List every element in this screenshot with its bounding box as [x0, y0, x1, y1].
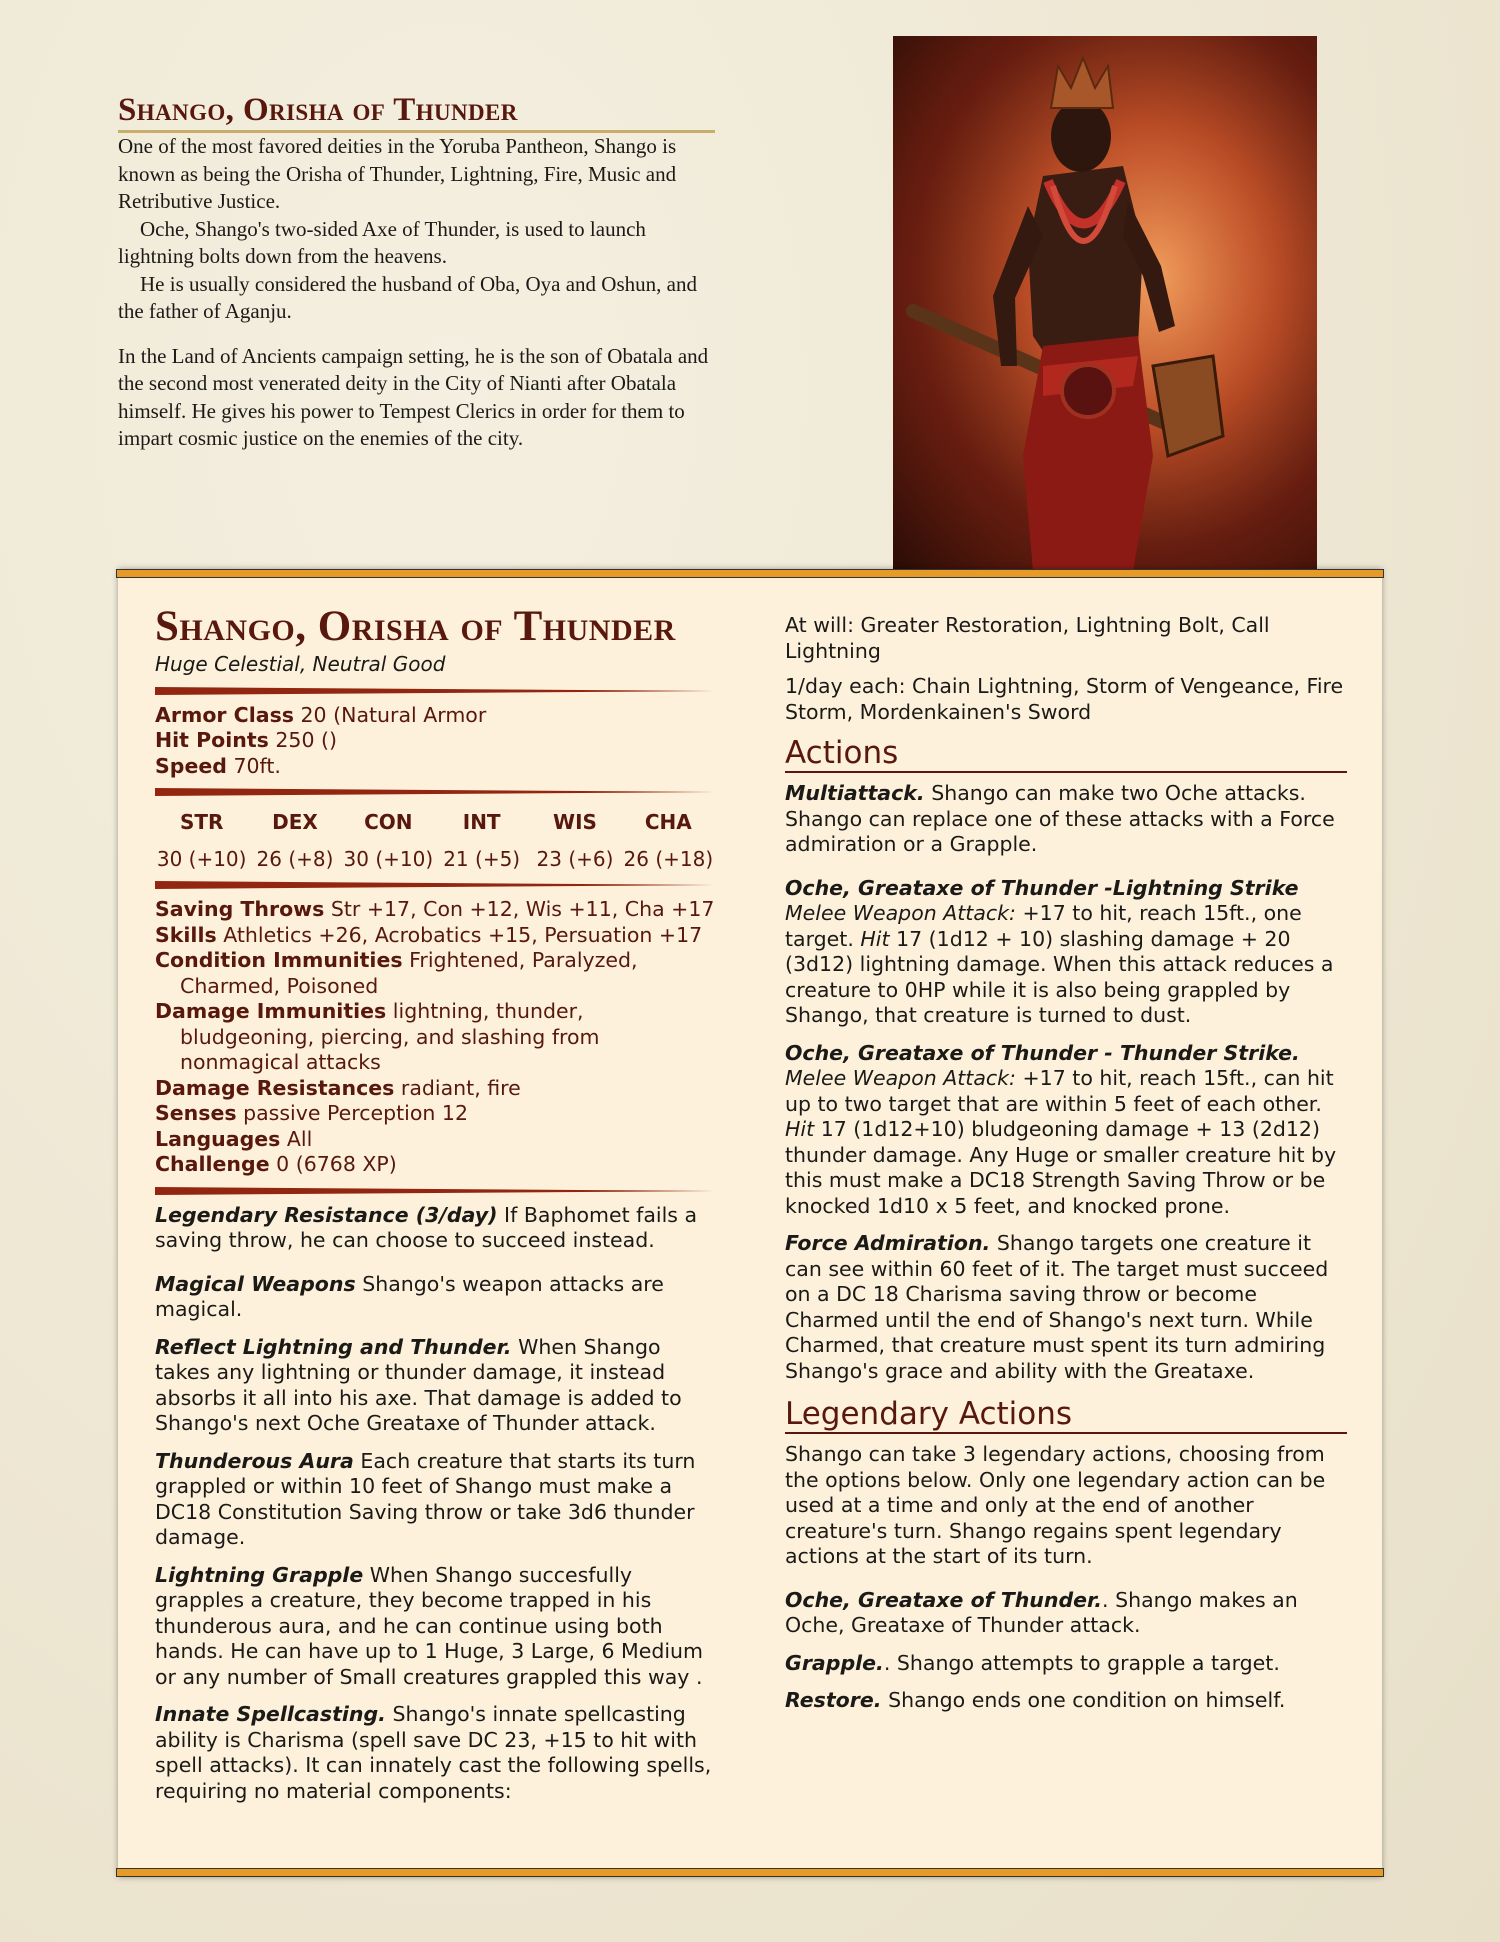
- intro-section: [118, 92, 715, 453]
- trait-reflect-lightning: Reflect Lightning and Thunder. When Shango takes any lightning or thunder damage, it instead absorbs it all into his axe. That damage is added to Shango's next Oche Greataxe of Thunder attack.: [155, 1334, 682, 1435]
- legendary-action-oche: Oche, Greataxe of Thunder.. Shango makes an Oche, Greataxe of Thunder attack.: [785, 1587, 1298, 1637]
- intro-paragraph: He is usually considered the husband of Oba, Oya and Oshun, and the father of Aganju.: [118, 271, 697, 323]
- ability-name: STR: [179, 810, 224, 834]
- action-lightning-strike: Oche, Greataxe of Thunder -Lightning Strike Melee Weapon Attack: +17 to hit, reach 15ft., one target. Hit 17 (1d12 + 10) slashing damage + 20 (3d12) lightning damage. When this attack reduces a creature to 0HP while it is also being grappled by Shango, that creature is turned to dust.: [785, 875, 1334, 1027]
- ability-name: CHA: [644, 810, 692, 834]
- saving-throws: Saving Throws Str +17, Con +12, Wis +11, Cha +17: [155, 897, 715, 921]
- ability-score: 30 (+10): [343, 846, 434, 871]
- intro-title: Shango, Orisha of Thunder: [118, 92, 715, 133]
- action-multiattack: Multiattack. Shango can make two Oche attacks. Shango can replace one of these attacks with a Force admiration or a Grapple.: [785, 781, 1335, 856]
- intro-paragraph: One of the most favored deities in the Yoruba Pantheon, Shango is known as being the Orisha of Thunder, Lightning, Fire, Music and Retributive Justice.: [118, 134, 677, 213]
- trait-thunderous-aura: Thunderous Aura Each creature that starts its turn grappled or within 10 feet of Shango must make a DC18 Constitution Saving throw or take 3d6 thunder damage.: [155, 1448, 696, 1549]
- ability-name: CON: [364, 810, 413, 834]
- action-force-admiration: Force Admiration. Shango targets one creature it can see within 60 feet of it. The target must succeed on a DC 18 Charisma saving throw or become Charmed until the end of Shango's next turn. While Charmed, that creature must spent its turn admiring Shango's grace and ability with the Greataxe.: [785, 1231, 1329, 1383]
- stat-block: [118, 569, 1382, 1877]
- ability-score: 30 (+10): [156, 846, 247, 871]
- stat-block-top-border: [116, 569, 1384, 578]
- legendary-action-grapple: Grapple.. Shango attempts to grapple a target.: [785, 1650, 1280, 1675]
- ability-score: 23 (+6): [536, 846, 614, 871]
- monster-type: Huge Celestial, Neutral Good: [155, 652, 446, 676]
- intro-paragraph: In the Land of Ancients campaign setting, he is the son of Obatala and the second most venerated deity in the City of Nianti after Obatala himself. He gives his power to Tempest Clerics in order for them to impart cosmic justice on the enemies of the city.: [118, 343, 709, 450]
- spell-list-per-day: 1/day each: Chain Lightning, Storm of Vengeance, Fire Storm, Mordenkainen's Sword: [785, 674, 1344, 724]
- damage-resistances: Damage Resistances radiant, fire: [155, 1075, 521, 1100]
- spell-list-at-will: At will: Greater Restoration, Lightning Bolt, Call Lightning: [785, 613, 1270, 663]
- condition-immunities: Condition Immunities Frightened, Paralyzed, Charmed, Poisoned: [155, 948, 638, 998]
- stat-block-left-column: [155, 603, 715, 1816]
- ability-name: INT: [462, 810, 501, 834]
- speed: Speed 70ft.: [155, 753, 281, 778]
- stat-block-right-column: [785, 613, 1347, 1726]
- legendary-action-restore: Restore. Shango ends one condition on himself.: [785, 1688, 1286, 1712]
- stat-block-bottom-border: [116, 1868, 1384, 1877]
- intro-paragraph: Oche, Shango's two-sided Axe of Thunder, is used to launch lightning bolts down from the heavens.: [118, 216, 646, 268]
- monster-name: Shango, Orisha of Thunder: [155, 603, 676, 650]
- ability-score: 26 (+18): [623, 846, 714, 871]
- senses: Senses passive Perception 12: [155, 1101, 468, 1125]
- hit-points: Hit Points 250 (): [155, 728, 338, 752]
- ability-name: DEX: [272, 810, 318, 834]
- ability-name: WIS: [553, 810, 597, 834]
- legendary-intro: Shango can take 3 legendary actions, choosing from the options below. Only one legendary action can be used at a time and only at the end of another creature's turn. Shango regains spent legendary actions at the start of its turn.: [785, 1442, 1326, 1568]
- divider: [155, 1187, 715, 1195]
- challenge: Challenge 0 (6768 XP): [155, 1152, 397, 1176]
- divider: [155, 687, 715, 695]
- ability-score: 21 (+5): [443, 846, 521, 871]
- ability-score: 26 (+8): [256, 846, 334, 871]
- trait-legendary-resistance: Legendary Resistance (3/day) If Baphomet fails a saving throw, he can choose to succeed instead.: [155, 1202, 698, 1252]
- trait-lightning-grapple: Lightning Grapple When Shango succesfully grapples a creature, they become trapped in his thunderous aura, and he can continue using both hands. He can have up to 1 Huge, 3 Large, 6 Medium or any number of Small creatures grappled this way .: [155, 1562, 704, 1689]
- skills: Skills Athletics +26, Acrobatics +15, Persuation +17: [155, 922, 703, 947]
- legendary-actions-heading: Legendary Actions: [785, 1396, 1347, 1434]
- shango-portrait-image: [893, 36, 1317, 571]
- trait-innate-spellcasting: Innate Spellcasting. Shango's innate spellcasting ability is Charisma (spell save DC 23, +15 to hit with spell attacks). It can innately cast the following spells, requiring no material components:: [155, 1702, 712, 1803]
- armor-class: Armor Class 20 (Natural Armor: [155, 702, 487, 727]
- action-thunder-strike: Oche, Greataxe of Thunder - Thunder Strike. Melee Weapon Attack: +17 to hit, reach 15ft., can hit up to two target that are within 5 feet of each other. Hit 17 (1d12+10) bludgeoning damage + 13 (2d12) thunder damage. Any Huge or smaller creature hit by this must make a DC18 Strength Saving Throw or be knocked 1d10 x 5 feet, and knocked prone.: [785, 1040, 1337, 1218]
- languages: Languages All: [155, 1126, 313, 1151]
- trait-magical-weapons: Magical Weapons Shango's weapon attacks are magical.: [155, 1271, 664, 1321]
- damage-immunities: Damage Immunities lightning, thunder, bludgeoning, piercing, and slashing from nonmagical attacks: [155, 999, 600, 1074]
- actions-heading: Actions: [785, 735, 1347, 773]
- divider: [155, 788, 715, 796]
- divider: [155, 881, 715, 889]
- ability-scores: [155, 810, 715, 872]
